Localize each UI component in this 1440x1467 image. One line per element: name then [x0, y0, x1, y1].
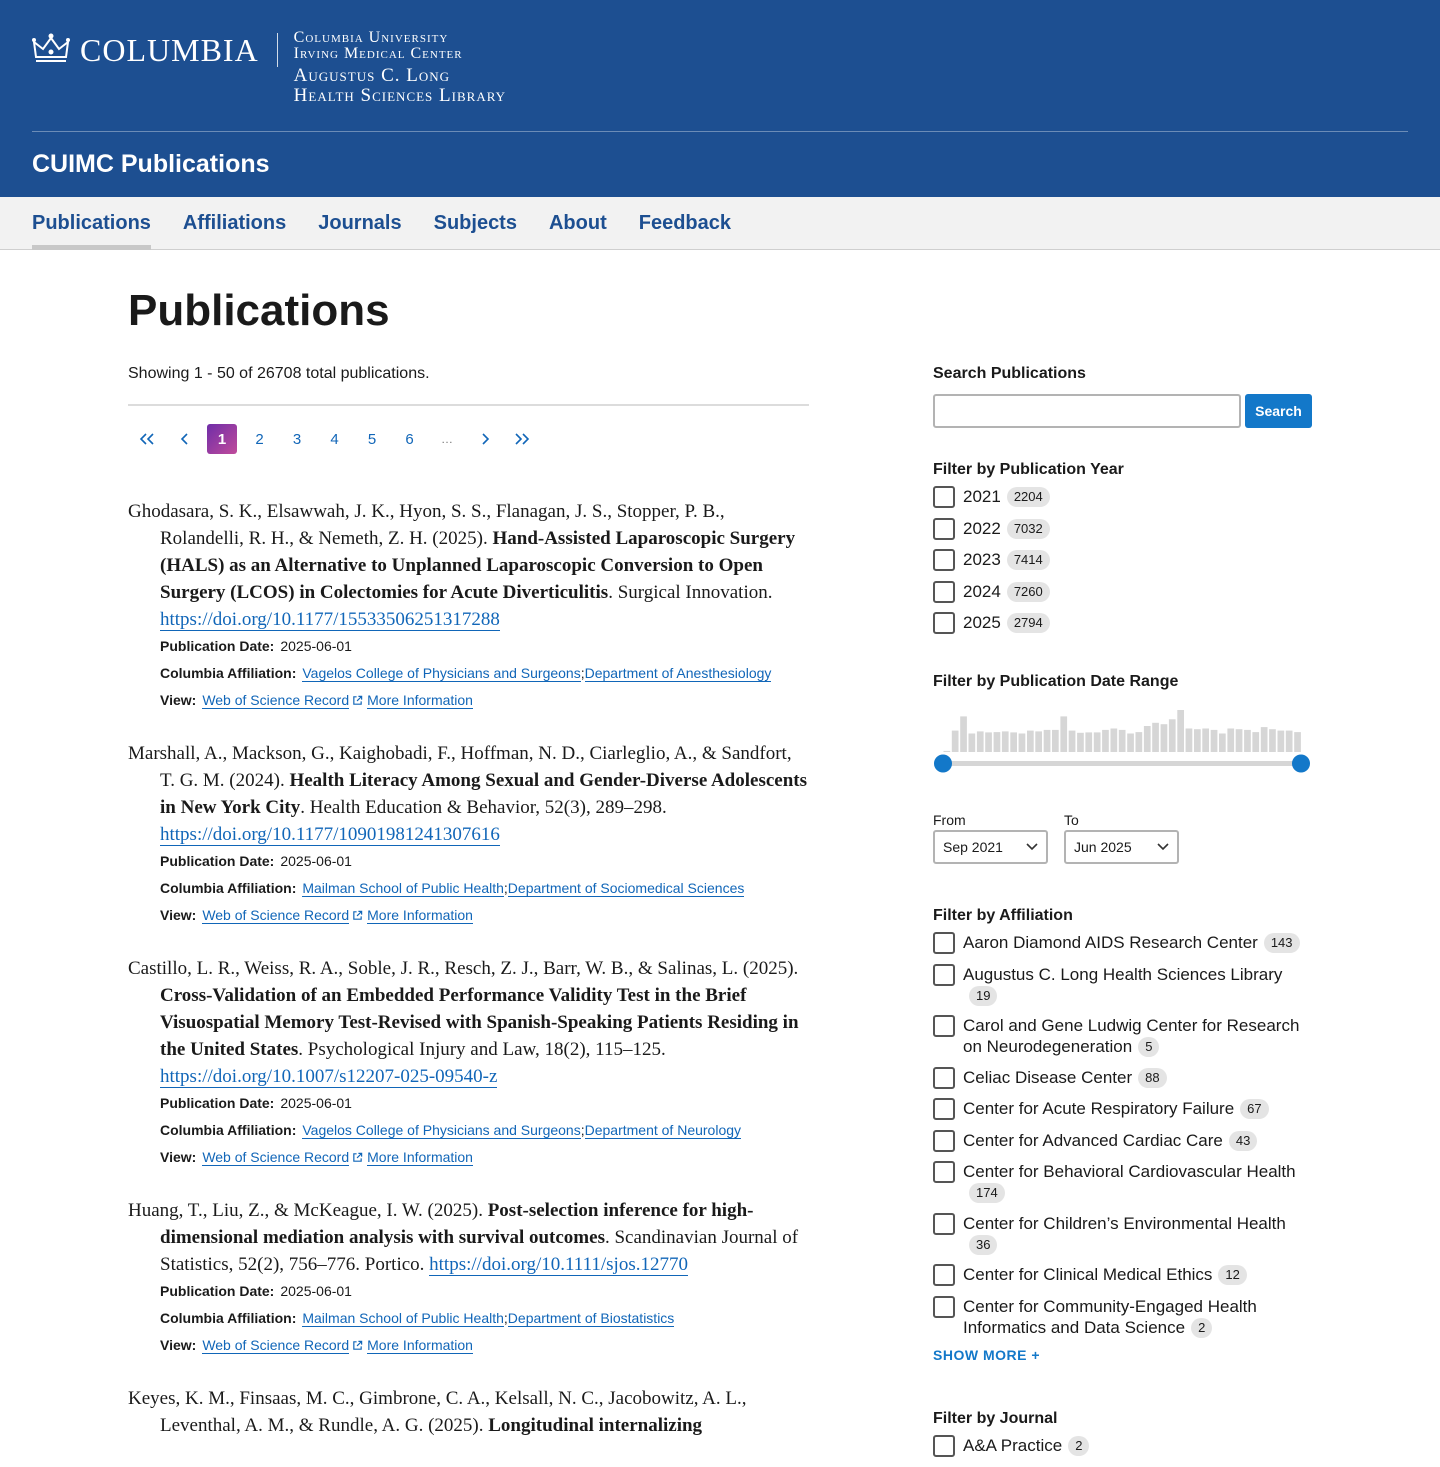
- from-label: From: [933, 812, 966, 828]
- filter-sidebar: [933, 360, 1312, 1467]
- histogram-bar: [1227, 729, 1234, 753]
- affiliation-link[interactable]: Department of Sociomedical Sciences: [507, 880, 745, 896]
- count-badge: 7260: [1007, 582, 1050, 602]
- year-filter-list: [933, 486, 1312, 634]
- publication-date-row: [128, 1090, 809, 1117]
- affiliation-link[interactable]: Department of Anesthesiology: [584, 665, 772, 681]
- histogram-bar: [1186, 729, 1193, 753]
- nav-journals[interactable]: Journals: [318, 212, 402, 234]
- brand-logo[interactable]: [32, 30, 506, 106]
- affiliation-option[interactable]: [933, 932, 1312, 954]
- doi-link[interactable]: https://doi.org/10.1177/15533506251317288: [160, 609, 500, 630]
- histogram-bar: [1069, 731, 1076, 752]
- affiliation-row: [128, 875, 809, 902]
- histogram-bar: [1252, 732, 1259, 752]
- publication-date: 2025-06-01: [280, 1095, 352, 1111]
- histogram-bar: [944, 751, 951, 752]
- to-group: [1064, 810, 1179, 864]
- external-link-icon: [352, 910, 363, 921]
- filter-option-text: [963, 1015, 1312, 1057]
- main-nav: [0, 197, 1440, 250]
- nav-feedback[interactable]: Feedback: [638, 212, 731, 234]
- affiliation-filter-list: [933, 932, 1312, 1338]
- histogram-bar: [1169, 719, 1176, 752]
- affiliation-row: [128, 660, 809, 687]
- publication-date-row: [128, 848, 809, 875]
- count-badge: 7032: [1007, 519, 1050, 539]
- histogram-bar: [1077, 733, 1084, 752]
- year-filter-heading: Filter by Publication Year: [933, 461, 1124, 478]
- view-label: View:: [160, 907, 197, 923]
- count-badge: 36: [969, 1235, 997, 1255]
- nav-about[interactable]: About: [548, 212, 607, 234]
- publication-date-row: [128, 1278, 809, 1305]
- filter-option-label: 2023: [963, 550, 1001, 569]
- citation: [128, 1385, 809, 1439]
- citation: [128, 1197, 809, 1278]
- first-page-button[interactable]: [132, 424, 162, 454]
- year-option[interactable]: [933, 486, 1312, 508]
- affiliation-link[interactable]: Vagelos College of Physicians and Surgeons: [302, 1122, 581, 1138]
- affiliation-link[interactable]: Mailman School of Public Health: [302, 880, 504, 896]
- unit-name: [294, 30, 506, 106]
- histogram-bar: [994, 732, 1001, 752]
- histogram-bar: [1219, 734, 1226, 753]
- histogram-bar: [952, 731, 959, 752]
- nav-publications[interactable]: Publications: [32, 197, 151, 249]
- header-rule: [32, 131, 1408, 132]
- journal-filter-heading: Filter by Journal: [933, 1410, 1058, 1427]
- affiliation-label: Columbia Affiliation:: [160, 1310, 297, 1326]
- publication-date-label: Publication Date:: [160, 1095, 275, 1111]
- doi-link[interactable]: https://doi.org/10.1111/sjos.12770: [429, 1254, 688, 1275]
- checkbox[interactable]: [933, 1015, 955, 1037]
- year-option[interactable]: [933, 612, 1312, 634]
- chevron-left-icon: [176, 432, 194, 446]
- histogram-bar: [1127, 734, 1134, 753]
- publication-item: [128, 498, 809, 714]
- histogram-bar: [1144, 726, 1151, 752]
- from-select[interactable]: [933, 830, 1048, 864]
- citation-authors: Keyes, K. M., Finsaas, M. C., Gimbrone, C. A., Kelsall, N. C., Jacobowitz, A. L., Leventhal, A. M., & Rundle, A. G. (2025).: [128, 1388, 747, 1436]
- histogram-bar: [1286, 731, 1293, 752]
- affiliation-separator: ;: [503, 1310, 508, 1326]
- filter-option-text: [963, 1130, 1312, 1151]
- to-label: To: [1064, 812, 1079, 828]
- date-histogram[interactable]: [933, 706, 1312, 802]
- citation-title: Hand-Assisted Laparoscopic Surgery (HALS) as an Alternative to Unplanned Laparoscopic Conversion to Open Surgery (LCOS) in Colectomies for Acute Diverticulitis: [160, 528, 796, 603]
- web-of-science-label: Web of Science Record: [202, 692, 350, 708]
- year-option[interactable]: [933, 518, 1312, 540]
- view-label: View:: [160, 1149, 197, 1165]
- publication-item: [128, 740, 809, 929]
- site-header: [0, 0, 1440, 197]
- date-range-filter: [933, 668, 1312, 864]
- histogram-bar: [1278, 731, 1285, 752]
- prev-page-button[interactable]: [170, 424, 200, 454]
- affiliation-separator: ;: [503, 880, 508, 896]
- filter-option-text: [963, 1296, 1312, 1338]
- histogram-bar: [1019, 734, 1026, 753]
- citation-authors: Castillo, L. R., Weiss, R. A., Soble, J. R., Resch, Z. J., Barr, W. B., & Salinas, L. (2025).: [128, 958, 799, 979]
- affiliation-label: Columbia Affiliation:: [160, 880, 297, 896]
- view-row: [128, 1144, 809, 1171]
- checkbox[interactable]: [933, 612, 955, 634]
- filter-option-label: 2024: [963, 581, 1001, 601]
- histogram-bar: [1027, 731, 1034, 752]
- histogram-bar: [1035, 731, 1042, 752]
- view-row: [128, 902, 809, 929]
- affiliation-option[interactable]: [933, 1296, 1312, 1338]
- count-badge: 2204: [1007, 487, 1050, 507]
- affiliation-row: [128, 1305, 809, 1332]
- citation: [128, 498, 809, 633]
- filter-option-text: [963, 1213, 1312, 1255]
- header-divider: [277, 33, 278, 67]
- filter-option-text: [963, 1098, 1312, 1119]
- count-badge: 2794: [1007, 613, 1050, 633]
- histogram-bar: [1111, 729, 1118, 753]
- checkbox[interactable]: [933, 549, 955, 571]
- search-button[interactable]: Search: [1245, 394, 1312, 428]
- histogram-bar: [960, 716, 967, 752]
- journal-option[interactable]: [933, 1435, 1312, 1457]
- histogram-bar: [1202, 729, 1209, 753]
- filter-option-text: [963, 549, 1312, 570]
- date-range-selects: [933, 810, 1312, 864]
- histogram-bar: [1261, 727, 1268, 752]
- affiliation-option[interactable]: [933, 1067, 1312, 1089]
- search-heading: Search Publications: [933, 365, 1086, 382]
- more-information-link[interactable]: More Information: [367, 692, 473, 708]
- next-page-button[interactable]: [470, 424, 500, 454]
- publication-item: [128, 955, 809, 1171]
- count-badge: 88: [1138, 1068, 1166, 1088]
- filter-option-label: Carol and Gene Ludwig Center for Research on Neurodegeneration: [963, 1016, 1300, 1056]
- last-page-button[interactable]: [507, 424, 537, 454]
- view-label: View:: [160, 1337, 197, 1353]
- checkbox[interactable]: [933, 1213, 955, 1235]
- publication-date-label: Publication Date:: [160, 1283, 275, 1299]
- filter-option-label: Center for Clinical Medical Ethics: [963, 1265, 1213, 1284]
- range-slider-max-handle[interactable]: [1292, 755, 1310, 773]
- citation-source: . Psychological Injury and Law, 18(2), 115–125.: [298, 1039, 666, 1060]
- histogram-bar: [1052, 730, 1059, 752]
- page-4-button[interactable]: 4: [330, 430, 339, 448]
- date-range-heading: Filter by Publication Date Range: [933, 673, 1179, 690]
- citation-authors: Marshall, A., Mackson, G., Kaighobadi, F., Hoffman, N. D., Ciarleglio, A., & Sandfort, T. G. M. (2024).: [128, 743, 792, 791]
- checkbox[interactable]: [933, 932, 955, 954]
- doi-link[interactable]: https://doi.org/10.1007/s12207-025-09540-z: [160, 1066, 498, 1087]
- filter-option-text: [963, 486, 1312, 507]
- filter-option-text: [963, 932, 1312, 953]
- citation-source: . Health Education & Behavior, 52(3), 289–298.: [300, 797, 667, 818]
- affiliation-separator: ;: [580, 665, 585, 681]
- page-2-button[interactable]: 2: [255, 430, 264, 448]
- web-of-science-label: Web of Science Record: [202, 907, 350, 923]
- external-link-icon: [352, 1340, 363, 1351]
- citation-title: Post-selection inference for high-dimensional mediation analysis with survival outcomes: [160, 1200, 754, 1248]
- affiliation-option[interactable]: [933, 1098, 1312, 1120]
- publication-date-row: [128, 633, 809, 660]
- chevron-down-icon: [1026, 843, 1038, 851]
- view-row: [128, 687, 809, 714]
- show-more-button[interactable]: SHOW MORE +: [933, 1347, 1041, 1363]
- histogram-bar: [1002, 731, 1009, 752]
- count-badge: 2: [1068, 1436, 1089, 1456]
- search-form: [933, 394, 1312, 428]
- filter-option-text: [963, 1435, 1312, 1456]
- chevron-down-icon: [1157, 843, 1169, 851]
- web-of-science-link[interactable]: [202, 692, 349, 709]
- affiliation-filter: [933, 902, 1312, 1363]
- histogram-bar: [1136, 732, 1143, 752]
- filter-option-text: [963, 1264, 1312, 1285]
- filter-option-label: Augustus C. Long Health Sciences Library: [963, 964, 1283, 984]
- affiliation-option[interactable]: [933, 1213, 1312, 1255]
- crown-icon: [32, 32, 70, 66]
- count-badge: 143: [1264, 933, 1300, 953]
- double-chevron-right-icon: [513, 432, 531, 446]
- count-badge: 19: [969, 986, 997, 1006]
- affiliation-option[interactable]: [933, 964, 1312, 1006]
- affiliation-link[interactable]: Department of Biostatistics: [507, 1310, 675, 1326]
- range-slider-track[interactable]: [943, 761, 1302, 766]
- filter-option-label: Center for Community-Engaged Health Informatics and Data Science: [963, 1296, 1257, 1337]
- unit-line: Irving Medical Center: [293, 45, 463, 62]
- checkbox[interactable]: [933, 1435, 955, 1457]
- count-badge: 43: [1229, 1131, 1257, 1151]
- external-link-icon: [352, 1152, 363, 1163]
- histogram-bar: [1119, 730, 1126, 752]
- checkbox[interactable]: [933, 1098, 955, 1120]
- doi-link[interactable]: https://doi.org/10.1177/10901981241307616: [160, 824, 500, 845]
- citation-authors: Huang, T., Liu, Z., & McKeague, I. W. (2025).: [128, 1200, 488, 1221]
- histogram-bar: [1152, 723, 1159, 752]
- citation: [128, 955, 809, 1090]
- histogram-bar: [1161, 724, 1168, 752]
- columbia-wordmark: COLUMBIA: [80, 32, 259, 68]
- site-name[interactable]: CUIMC Publications: [32, 150, 270, 178]
- year-option[interactable]: [933, 549, 1312, 571]
- page-5-button[interactable]: 5: [367, 430, 377, 448]
- web-of-science-link[interactable]: [202, 1337, 349, 1354]
- filter-option-label: 2021: [963, 487, 1001, 506]
- histogram-bar: [1044, 730, 1051, 752]
- histogram-bar: [1194, 729, 1201, 752]
- publication-item: [128, 1385, 809, 1439]
- web-of-science-label: Web of Science Record: [202, 1149, 350, 1165]
- histogram-bar: [1177, 710, 1184, 752]
- unit-line: Augustus C. Long: [293, 65, 451, 86]
- publication-list: [128, 498, 809, 1439]
- web-of-science-link[interactable]: [202, 1149, 349, 1166]
- view-row: [128, 1332, 809, 1359]
- results-count: Showing 1 - 50 of 26708 total publications.: [128, 360, 809, 406]
- search-input[interactable]: [933, 394, 1241, 428]
- pagination-ellipsis: …: [441, 432, 453, 446]
- filter-option-label: 2022: [963, 518, 1001, 538]
- page-6-button[interactable]: 6: [405, 430, 414, 448]
- checkbox[interactable]: [933, 1264, 955, 1286]
- citation-title: Health Literacy Among Sexual and Gender-Diverse Adolescents in New York City: [160, 770, 808, 818]
- publication-date-label: Publication Date:: [160, 853, 275, 869]
- journal-filter: [933, 1405, 1312, 1457]
- affiliation-link[interactable]: Mailman School of Public Health: [302, 1310, 504, 1326]
- histogram-bar: [977, 731, 984, 752]
- external-link-icon: [352, 695, 363, 706]
- double-chevron-left-icon: [138, 432, 156, 446]
- to-value: Jun 2025: [1074, 839, 1132, 855]
- range-slider-min-handle[interactable]: [934, 755, 952, 773]
- checkbox[interactable]: [933, 1296, 955, 1318]
- affiliation-option[interactable]: [933, 1161, 1312, 1203]
- checkbox[interactable]: [933, 581, 955, 603]
- affiliation-link[interactable]: Department of Neurology: [584, 1122, 742, 1138]
- publication-date-label: Publication Date:: [160, 638, 275, 654]
- date-histogram-chart: [933, 706, 1312, 802]
- citation-authors: Ghodasara, S. K., Elsawwah, J. K., Hyon, S. S., Flanagan, J. S., Stopper, P. B., Rolandelli, R. H., & Nemeth, Z. H. (2025).: [128, 501, 725, 549]
- web-of-science-label: Web of Science Record: [202, 1337, 350, 1353]
- checkbox[interactable]: [933, 518, 955, 540]
- filter-option-label: Aaron Diamond AIDS Research Center: [963, 933, 1258, 952]
- web-of-science-link[interactable]: [202, 907, 349, 924]
- year-filter: [933, 456, 1312, 634]
- to-select[interactable]: [1064, 830, 1179, 864]
- page-3-button[interactable]: 3: [292, 430, 302, 448]
- affiliation-row: [128, 1117, 809, 1144]
- publication-item: [128, 1197, 809, 1359]
- affiliation-filter-heading: Filter by Affiliation: [933, 907, 1073, 924]
- year-option[interactable]: [933, 581, 1312, 603]
- publication-date: 2025-06-01: [280, 853, 352, 869]
- checkbox[interactable]: [933, 1161, 955, 1183]
- histogram-bar: [1085, 732, 1092, 752]
- citation-source: . Surgical Innovation.: [608, 582, 773, 603]
- affiliation-option[interactable]: [933, 1264, 1312, 1286]
- affiliation-link[interactable]: Vagelos College of Physicians and Surgeons: [302, 665, 581, 681]
- filter-option-text: [963, 1067, 1312, 1088]
- histogram-bar: [1102, 730, 1109, 752]
- unit-line: Columbia University: [293, 29, 449, 46]
- filter-option-label: Center for Advanced Cardiac Care: [963, 1130, 1223, 1150]
- checkbox[interactable]: [933, 964, 955, 986]
- more-information-link[interactable]: More Information: [367, 1149, 473, 1165]
- filter-option-label: Center for Children’s Environmental Health: [963, 1213, 1286, 1233]
- chevron-right-icon: [476, 432, 494, 446]
- histogram-bar: [985, 732, 992, 752]
- checkbox[interactable]: [933, 1067, 955, 1089]
- histogram-bar: [1294, 732, 1301, 752]
- journal-filter-list: [933, 1435, 1312, 1457]
- filter-option-text: [963, 581, 1312, 602]
- filter-option-label: Center for Behavioral Cardiovascular Health: [963, 1162, 1296, 1181]
- count-badge: 2: [1191, 1318, 1212, 1338]
- histogram-bar: [1060, 716, 1067, 752]
- histogram-bar: [969, 734, 976, 753]
- publication-date: 2025-06-01: [280, 638, 352, 654]
- filter-option-text: [963, 1161, 1312, 1203]
- affiliation-label: Columbia Affiliation:: [160, 665, 297, 681]
- results-column: [128, 360, 809, 1465]
- view-label: View:: [160, 692, 197, 708]
- from-group: [933, 810, 1048, 864]
- checkbox[interactable]: [933, 486, 955, 508]
- citation-title: Cross-Validation of an Embedded Performance Validity Test in the Brief Visuospatial Memory Test-Revised with Spanish-Speaking Patients Residing in the United States: [160, 985, 799, 1060]
- page-1-button[interactable]: 1: [207, 424, 237, 454]
- filter-option-text: [963, 518, 1312, 539]
- filter-option-label: A&A Practice: [963, 1436, 1063, 1455]
- affiliation-separator: ;: [580, 1122, 585, 1138]
- more-information-link[interactable]: More Information: [367, 907, 473, 923]
- filter-option-label: Center for Acute Respiratory Failure: [963, 1099, 1235, 1118]
- count-badge: 67: [1240, 1099, 1268, 1119]
- filter-option-text: [963, 612, 1312, 633]
- citation: [128, 740, 809, 848]
- histogram-bar: [1244, 730, 1251, 752]
- histogram-bar: [1211, 730, 1218, 752]
- filter-option-label: 2025: [963, 613, 1001, 632]
- pagination: [128, 424, 809, 454]
- publication-date: 2025-06-01: [280, 1283, 352, 1299]
- page-title: Publications: [128, 286, 390, 335]
- from-value: Sep 2021: [943, 839, 1003, 855]
- nav-subjects[interactable]: Subjects: [433, 212, 517, 234]
- citation-title: Longitudinal internalizing: [488, 1415, 703, 1436]
- count-badge: 174: [969, 1183, 1005, 1203]
- nav-affiliations[interactable]: Affiliations: [182, 212, 287, 234]
- filter-option-text: [963, 964, 1312, 1006]
- unit-line: Health Sciences Library: [293, 85, 507, 106]
- histogram-bar: [1094, 732, 1101, 752]
- citation-source: . Scandinavian Journal of Statistics, 52(2), 756–776. Portico.: [160, 1227, 799, 1275]
- count-badge: 5: [1138, 1037, 1159, 1057]
- count-badge: 12: [1218, 1265, 1246, 1285]
- filter-option-label: Celiac Disease Center: [963, 1067, 1133, 1087]
- count-badge: 7414: [1007, 550, 1050, 570]
- histogram-bar: [1269, 729, 1276, 752]
- histogram-bar: [1010, 732, 1017, 752]
- affiliation-option[interactable]: [933, 1015, 1312, 1057]
- affiliation-label: Columbia Affiliation:: [160, 1122, 297, 1138]
- checkbox[interactable]: [933, 1130, 955, 1152]
- histogram-bar: [1236, 729, 1243, 752]
- more-information-link[interactable]: More Information: [367, 1337, 473, 1353]
- affiliation-option[interactable]: [933, 1130, 1312, 1152]
